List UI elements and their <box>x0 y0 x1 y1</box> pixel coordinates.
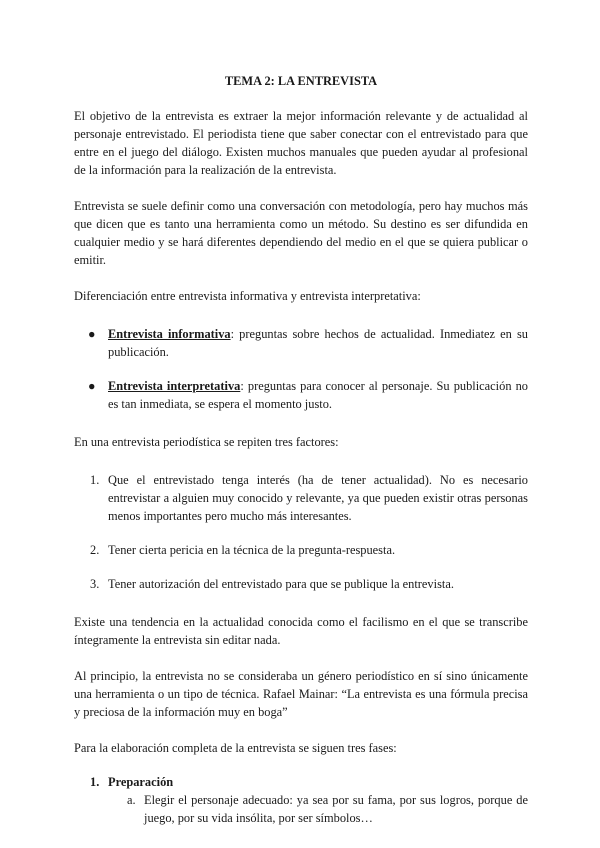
list-item <box>74 575 528 593</box>
list-number: 1. <box>90 473 100 487</box>
list-item <box>74 471 528 525</box>
sub-list-item <box>74 791 528 827</box>
phase-number: 1. <box>90 775 100 789</box>
bullet-item <box>74 325 528 361</box>
document-title: TEMA 2: LA ENTREVISTA <box>224 74 378 88</box>
phase-label: Preparación <box>108 775 174 789</box>
list-item <box>74 541 528 559</box>
bullet-term: Entrevista informativa <box>108 327 231 341</box>
paragraph-objetivo: El objetivo de la entrevista es extraer la mejor información relevante y de actualidad al personaje entrevistado. El periodista tiene que saber conectar con el entrevistado para que entre en el juego del diálogo. Existen muchos manuales que pueden ayudar al profesional de la información para la realización de la entrevista. <box>74 109 528 177</box>
document-page <box>74 72 528 827</box>
paragraph-principio: Al principio, la entrevista no se consideraba un género periodístico en sí sino únicamente una herramienta o un tipo de técnica. Rafael Mainar: “La entrevista es una fórmula precisa y preciosa de la información muy en boga” <box>74 669 528 719</box>
bullet-icon: ● <box>88 379 96 393</box>
paragraph-factores: En una entrevista periodística se repiten tres factores: <box>74 435 339 449</box>
phase-heading <box>74 773 528 791</box>
bullet-term: Entrevista interpretativa <box>108 379 241 393</box>
paragraph-diferenciacion: Diferenciación entre entrevista informativa y entrevista interpretativa: <box>74 289 421 303</box>
list-number: 2. <box>90 543 100 557</box>
list-text: Tener cierta pericia en la técnica de la pregunta-respuesta. <box>108 543 396 557</box>
bullet-text: : preguntas para conocer al personaje. Su publicación no es tan inmediata, se espera el momento justo. <box>108 379 528 411</box>
bullet-item <box>74 377 528 413</box>
list-text: Que el entrevistado tenga interés (ha de tener actualidad). No es necesario entrevistar a alguien muy conocido y relevante, ya que pueden existir otras personas menos importantes pero mucho más interesantes. <box>108 473 528 523</box>
paragraph-facilismo: Existe una tendencia en la actualidad conocida como el facilismo en el que se transcribe íntegramente la entrevista sin editar nada. <box>74 615 528 647</box>
sub-list-text: Elegir el personaje adecuado: ya sea por su fama, por sus logros, porque de juego, por su vida insólita, por ser símbolos… <box>144 793 528 825</box>
bullet-text: : preguntas sobre hechos de actualidad. Inmediatez en su publicación. <box>108 327 528 359</box>
bullet-icon: ● <box>88 327 96 341</box>
list-text: Tener autorización del entrevistado para que se publique la entrevista. <box>108 577 454 591</box>
paragraph-definicion: Entrevista se suele definir como una conversación con metodología, pero hay muchos más que dicen que es tanto una herramienta como un método. Su destino es ser difundida en cualquier medio y se hará diferentes dependiendo del medio en el que se quiera publicar o emitir. <box>74 199 528 267</box>
list-number: 3. <box>90 577 100 591</box>
sub-list-letter: a. <box>127 793 136 807</box>
paragraph-fases: Para la elaboración completa de la entrevista se siguen tres fases: <box>74 741 397 755</box>
